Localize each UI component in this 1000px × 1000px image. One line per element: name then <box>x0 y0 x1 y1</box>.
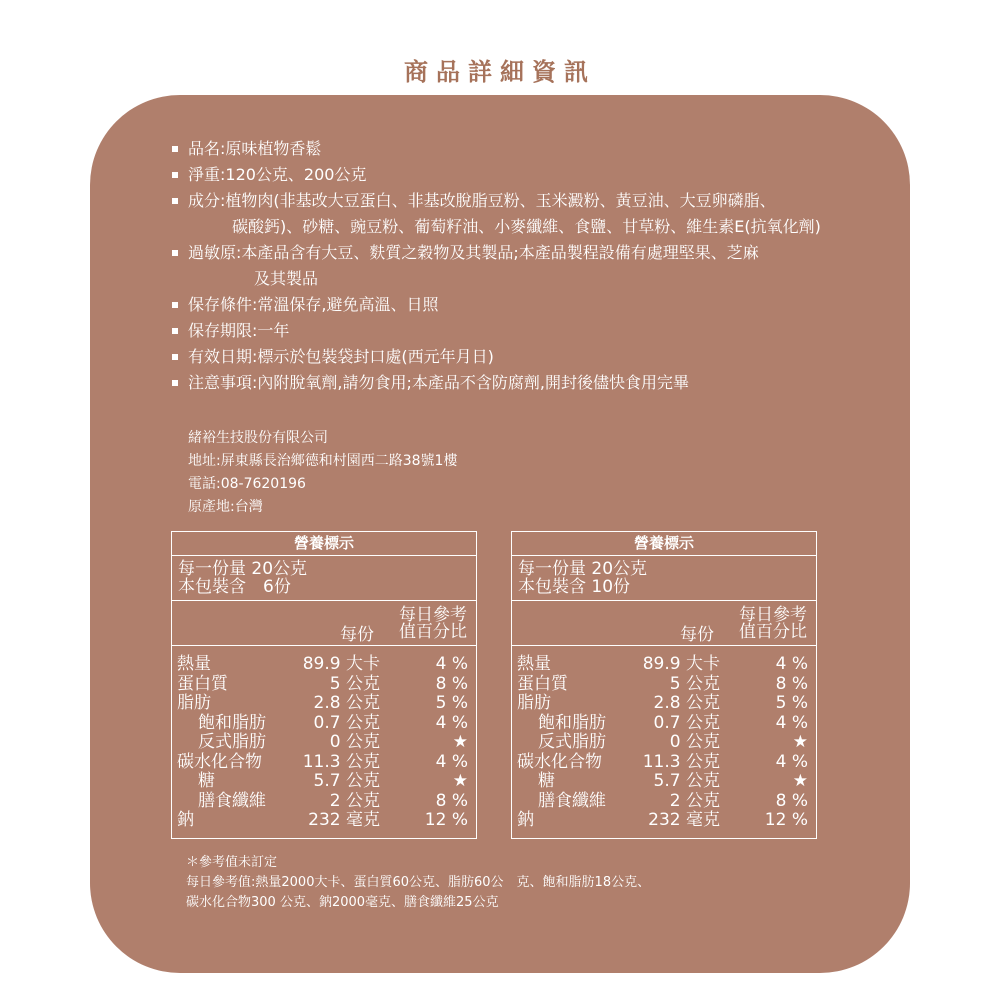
nutrient-daily-value: 5 % <box>435 693 468 713</box>
nutrient-daily-value: 8 % <box>775 673 808 694</box>
nutrient-row-trans-fat <box>512 733 816 753</box>
nutrient-daily-value: ★ <box>792 771 808 791</box>
company-name: 緒裕生技股份有限公司 <box>188 430 328 446</box>
nutrient-row-fat <box>512 694 816 714</box>
info-line: 成分:植物肉(非基改大豆蛋白、非基改脫脂豆粉、玉米澱粉、黃豆油、大豆卵磷脂、 <box>188 191 776 210</box>
company-phone: 電話:08-7620196 <box>188 476 306 492</box>
nutrient-daily-value: ★ <box>452 771 468 791</box>
nutrient-daily-value: 12 % <box>764 810 808 830</box>
nutrition-title: 營養標示 <box>172 532 476 556</box>
nutrition-rows <box>172 646 476 831</box>
nutrient-daily-value: 8 % <box>775 790 808 811</box>
nutrient-name: 蛋白質 <box>177 673 228 694</box>
nutrient-daily-value: 4 % <box>775 654 808 674</box>
nutrient-amount: 0.7 公克 <box>313 712 380 733</box>
nutrient-amount: 232 毫克 <box>308 810 380 830</box>
nutrient-amount: 89.9 大卡 <box>642 654 720 674</box>
nutrient-name: 膳食纖維 <box>198 790 266 811</box>
nutrient-daily-value: 4 % <box>775 712 808 733</box>
nutrient-name: 鈉 <box>177 810 194 830</box>
serving-info <box>512 556 816 601</box>
info-line: 淨重:120公克、200公克 <box>188 165 367 184</box>
nutrient-name: 蛋白質 <box>517 673 568 694</box>
nutrient-name: 碳水化合物 <box>177 751 262 772</box>
nutrient-amount: 2 公克 <box>669 790 720 811</box>
nutrient-name: 糖 <box>538 771 555 791</box>
info-line: 過敏原:本產品含有大豆、麩質之穀物及其製品;本產品製程設備有處理堅果、芝麻 <box>188 243 759 262</box>
nutrient-daily-value: ★ <box>452 732 468 752</box>
info-item-ingredients <box>172 188 872 240</box>
nutrient-row-protein <box>512 675 816 695</box>
nutrient-amount: 5.7 公克 <box>653 771 720 791</box>
info-line: 保存條件:常溫保存,避免高溫、日照 <box>188 295 439 314</box>
nutrient-row-trans-fat <box>172 733 476 753</box>
company-info <box>188 427 457 519</box>
nutrient-row-saturated-fat <box>172 714 476 734</box>
nutrition-header <box>512 601 816 646</box>
nutrient-row-sodium <box>512 811 816 831</box>
nutrient-row-fiber <box>172 792 476 812</box>
nutrient-row-sugar <box>512 772 816 792</box>
footnote-reference-note: ＊參考值未訂定 <box>186 855 278 870</box>
nutrient-name: 反式脂肪 <box>538 732 606 752</box>
daily-value-header-line2: 值百分比 <box>739 622 807 642</box>
nutrient-name: 脂肪 <box>517 693 551 713</box>
nutrient-daily-value: 5 % <box>775 693 808 713</box>
nutrient-row-protein <box>172 675 476 695</box>
nutrient-row-energy <box>512 655 816 675</box>
nutrient-daily-value: 4 % <box>435 751 468 772</box>
company-origin: 原產地:台灣 <box>188 499 263 515</box>
nutrient-row-fat <box>172 694 476 714</box>
nutrient-name: 脂肪 <box>177 693 211 713</box>
nutrient-row-carbohydrate <box>172 753 476 773</box>
serving-size: 每一份量 20公克 <box>518 559 648 579</box>
info-line-continued: 及其製品 <box>254 269 319 288</box>
nutrition-title: 營養標示 <box>512 532 816 556</box>
nutrient-row-carbohydrate <box>512 753 816 773</box>
info-item-shelf-life <box>172 318 872 344</box>
nutrition-table-6-servings <box>171 531 477 839</box>
nutrition-footnote <box>186 853 650 913</box>
nutrient-name: 熱量 <box>177 654 211 674</box>
nutrient-row-sugar <box>172 772 476 792</box>
nutrient-daily-value: 4 % <box>435 712 468 733</box>
info-line: 有效日期:標示於包裝袋封口處(西元年月日) <box>188 347 494 366</box>
nutrition-table-10-servings <box>511 531 817 839</box>
info-item-weight <box>172 162 872 188</box>
nutrition-header <box>172 601 476 646</box>
daily-value-header-line1: 每日參考 <box>399 605 467 625</box>
product-info-list <box>172 136 872 396</box>
nutrient-name: 飽和脂肪 <box>538 712 606 733</box>
info-item-allergen <box>172 240 872 292</box>
per-serving-header: 每份 <box>680 625 714 645</box>
nutrient-row-fiber <box>512 792 816 812</box>
info-item-storage <box>172 292 872 318</box>
nutrient-name: 飽和脂肪 <box>198 712 266 733</box>
page-title: 商品詳細資訊 <box>404 58 596 86</box>
info-line: 品名:原味植物香鬆 <box>188 139 322 158</box>
daily-value-header <box>398 607 468 641</box>
serving-info <box>172 556 476 601</box>
nutrient-amount: 11.3 公克 <box>302 751 380 772</box>
info-line-continued: 碳酸鈣)、砂糖、豌豆粉、葡萄籽油、小麥纖維、食鹽、甘草粉、維生素E(抗氧化劑) <box>232 217 821 236</box>
nutrient-daily-value: 12 % <box>424 810 468 830</box>
nutrient-daily-value: 8 % <box>435 673 468 694</box>
per-serving-header: 每份 <box>340 625 374 645</box>
nutrient-amount: 0 公克 <box>669 732 720 752</box>
nutrient-row-saturated-fat <box>512 714 816 734</box>
nutrient-amount: 2.8 公克 <box>313 693 380 713</box>
daily-value-header <box>738 607 808 641</box>
info-line: 保存期限:一年 <box>188 321 290 340</box>
nutrient-amount: 5 公克 <box>329 673 380 694</box>
nutrient-name: 膳食纖維 <box>538 790 606 811</box>
nutrient-name: 碳水化合物 <box>517 751 602 772</box>
nutrient-daily-value: 8 % <box>435 790 468 811</box>
nutrient-amount: 2 公克 <box>329 790 380 811</box>
nutrient-row-energy <box>172 655 476 675</box>
info-item-expiry <box>172 344 872 370</box>
serving-size: 每一份量 20公克 <box>178 559 308 579</box>
info-item-notes <box>172 370 872 396</box>
info-item-name <box>172 136 872 162</box>
nutrient-amount: 89.9 大卡 <box>302 654 380 674</box>
servings-per-package: 本包裝含 10份 <box>518 577 631 597</box>
nutrient-amount: 5.7 公克 <box>313 771 380 791</box>
nutrient-name: 熱量 <box>517 654 551 674</box>
nutrient-amount: 5 公克 <box>669 673 720 694</box>
nutrient-amount: 232 毫克 <box>648 810 720 830</box>
nutrient-name: 糖 <box>198 771 215 791</box>
nutrient-daily-value: 4 % <box>775 751 808 772</box>
nutrient-name: 反式脂肪 <box>198 732 266 752</box>
nutrition-rows <box>512 646 816 831</box>
nutrient-amount: 11.3 公克 <box>642 751 720 772</box>
company-address: 地址:屏東縣長治鄉德和村園西二路38號1樓 <box>188 453 458 469</box>
nutrient-amount: 0 公克 <box>329 732 380 752</box>
footnote-daily-values: 每日參考值:熱量2000大卡、蛋白質60公克、脂肪60公 克、飽和脂肪18公克、 <box>186 875 651 890</box>
daily-value-header-line1: 每日參考 <box>739 605 807 625</box>
nutrient-daily-value: ★ <box>792 732 808 752</box>
servings-per-package: 本包裝含 6份 <box>178 577 291 597</box>
nutrient-amount: 2.8 公克 <box>653 693 720 713</box>
nutrient-amount: 0.7 公克 <box>653 712 720 733</box>
daily-value-header-line2: 值百分比 <box>399 622 467 642</box>
footnote-daily-values-continued: 碳水化合物300 公克、鈉2000毫克、膳食纖維25公克 <box>186 895 499 910</box>
nutrient-row-sodium <box>172 811 476 831</box>
nutrient-daily-value: 4 % <box>435 654 468 674</box>
nutrient-name: 鈉 <box>517 810 534 830</box>
info-line: 注意事項:內附脫氧劑,請勿食用;本產品不含防腐劑,開封後儘快食用完畢 <box>188 373 689 392</box>
